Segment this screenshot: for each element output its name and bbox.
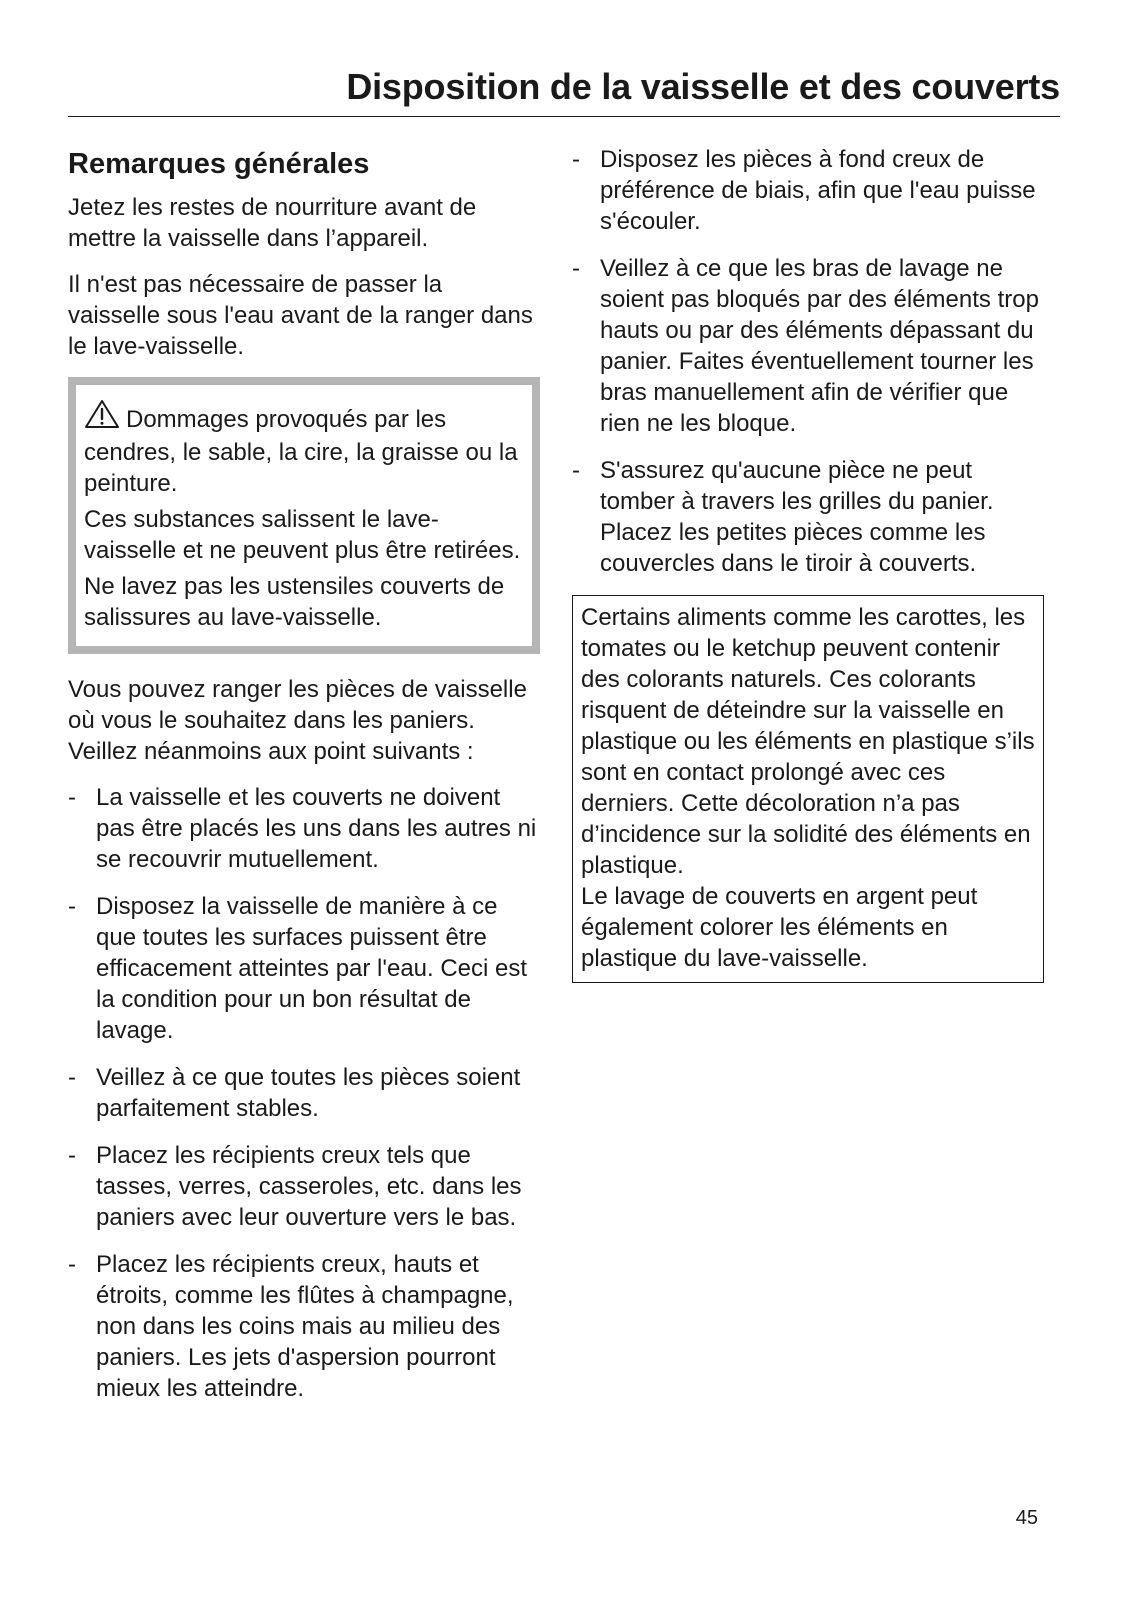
warning-line-2: Ces substances salissent le lave-vaisselle et ne peuvent plus être retirées. [84,506,521,564]
list-dash: - [68,1142,76,1169]
left-column [68,140,540,1420]
info-text-2: Le lavage de couverts en argent peut également colorer les éléments en plastique du lave-vaisselle. [581,883,978,972]
right-column [572,144,1044,983]
list-dash: - [68,1251,76,1278]
warning-box [68,377,540,654]
list-dash: - [572,255,580,282]
intro-paragraph-3: Vous pouvez ranger les pièces de vaisselle où vous le souhaitez dans les paniers. Veillez néanmoins aux point suivants : [68,676,527,765]
page-header [68,64,1060,117]
left-bullet-list [68,782,540,1404]
list-dash: - [572,457,580,484]
warning-line-1 [84,399,522,499]
list-item: - S'assurez qu'aucune pièce ne peut tomber à travers les grilles du panier. Placez les petites pièces comme les couvercles dans le tiroir à couverts. [572,457,994,577]
list-dash: - [68,893,76,920]
list-item: - Disposez les pièces à fond creux de préférence de biais, afin que l'eau puisse s'écouler. [572,146,1036,235]
warning-triangle-icon [84,399,120,437]
list-item: - Placez les récipients creux, hauts et étroits, comme les flûtes à champagne, non dans les coins mais au milieu des paniers. Les jets d'aspersion pourront mieux les atteindre. [68,1251,514,1402]
info-box [572,595,1044,983]
page-title: Disposition de la vaisselle et des couverts [346,66,1060,107]
list-dash: - [68,784,76,811]
list-dash: - [68,1064,76,1091]
list-item: - Veillez à ce que les bras de lavage ne soient pas bloqués par des éléments trop hauts ou par des éléments dépassant du panier. Faites éventuellement tourner les bras manuellement afin de vérifier que rien ne les bloque. [572,255,1039,437]
list-item: - Veillez à ce que toutes les pièces soient parfaitement stables. [68,1064,521,1122]
intro-paragraph-1: Jetez les restes de nourriture avant de mettre la vaisselle dans l’appareil. [68,194,477,252]
intro-paragraph-2: Il n'est pas nécessaire de passer la vaisselle sous l'eau avant de la ranger dans le lave-vaisselle. [68,271,533,360]
list-item: - Placez les récipients creux tels que tasses, verres, casseroles, etc. dans les paniers avec leur ouverture vers le bas. [68,1142,522,1231]
section-heading: Remarques générales [68,148,370,180]
list-item: - Disposez la vaisselle de manière à ce que toutes les surfaces puissent être efficacement atteintes par l'eau. Ceci est la condition pour un bon résultat de lavage. [68,893,528,1044]
warning-line-3: Ne lavez pas les ustensiles couverts de salissures au lave-vaisselle. [84,573,505,631]
list-item: - La vaisselle et les couverts ne doivent pas être placés les uns dans les autres ni se recouvrir mutuellement. [68,784,537,873]
warning-text-1: Dommages provoqués par les cendres, le sable, la cire, la graisse ou la peinture. [84,406,518,497]
page-number: 45 [1015,1507,1038,1529]
right-bullet-list [572,144,1044,579]
info-text-1: Certains aliments comme les carottes, les tomates ou le ketchup peuvent contenir des colorants naturels. Ces colorants risquent de déteindre sur la vaisselle en plastique ou les éléments en plastique s’ils sont en contact prolongé avec ces derniers. Cette décoloration n’a pas d’incidence sur la solidité des éléments en plastique. [581,604,1035,879]
list-dash: - [572,146,580,173]
